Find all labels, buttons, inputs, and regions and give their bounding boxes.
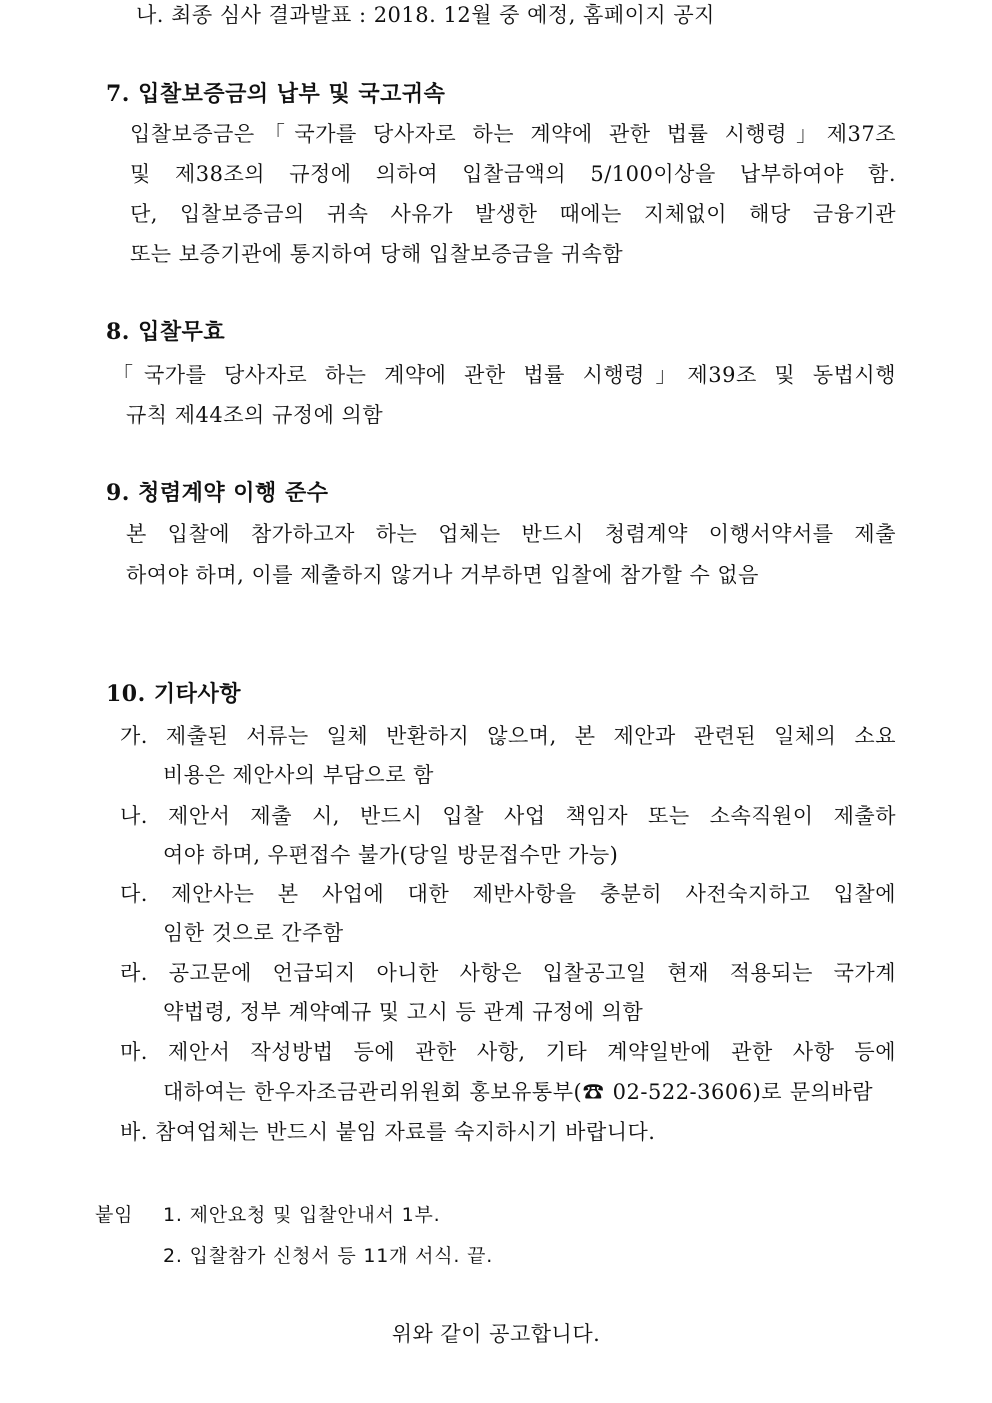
attachments-label: 붙임: [95, 1204, 134, 1226]
section-10-item-na-line-1: 나. 제안서 제출 시, 반드시 입찰 사업 책임자 또는 소속직원이 제출하: [120, 804, 896, 828]
section-10-item-ga-line-1: 가. 제출된 서류는 일체 반환하지 않으며, 본 제안과 관련된 일체의 소요: [120, 724, 896, 748]
section-8-line-1: 「국가를 당사자로 하는 계약에 관한 법률 시행령」제39조 및 동법시행: [112, 363, 896, 387]
section-7-line-4: 또는 보증기관에 통지하여 당해 입찰보증금을 귀속함: [130, 242, 624, 266]
attachment-item-2: 2. 입찰참가 신청서 등 11개 서식. 끝.: [163, 1245, 494, 1267]
result-announcement-line: 나. 최종 심사 결과발표 : 2018. 12월 중 예정, 홈페이지 공지: [136, 3, 715, 27]
section-9-line-1: 본 입찰에 참가하고자 하는 업체는 반드시 청렴계약 이행서약서를 제출: [126, 522, 896, 546]
section-9-line-2: 하여야 하며, 이를 제출하지 않거나 거부하면 입찰에 참가할 수 없음: [126, 563, 759, 587]
closing-statement: 위와 같이 공고합니다.: [391, 1322, 601, 1346]
section-10-item-ra-line-2: 약법령, 정부 계약예규 및 고시 등 관계 규정에 의함: [163, 1000, 644, 1024]
section-7-line-1: 입찰보증금은「국가를 당사자로 하는 계약에 관한 법률 시행령」제37조: [130, 122, 896, 146]
section-9-title: 9. 청렴계약 이행 준수: [106, 480, 329, 506]
section-7-line-2: 및 제38조의 규정에 의하여 입찰금액의 5/100이상을 납부하여야 함.: [130, 162, 896, 186]
section-10-item-da-line-2: 임한 것으로 간주함: [163, 921, 344, 945]
section-10-item-na-line-2: 여야 하며, 우편접수 불가(당일 방문접수만 가능): [163, 843, 619, 867]
section-10-item-da-line-1: 다. 제안사는 본 사업에 대한 제반사항을 충분히 사전숙지하고 입찰에: [120, 882, 896, 906]
attachment-item-1: 1. 제안요청 및 입찰안내서 1부.: [163, 1204, 441, 1226]
section-10-item-ga-line-2: 비용은 제안사의 부담으로 함: [163, 763, 434, 787]
section-8-title: 8. 입찰무효: [106, 319, 226, 345]
section-10-item-ma-line-2: 대하여는 한우자조금관리위원회 홍보유통부(☎ 02-522-3606)로 문의바람: [163, 1080, 873, 1104]
section-7-title: 7. 입찰보증금의 납부 및 국고귀속: [106, 81, 446, 107]
section-10-title: 10. 기타사항: [106, 681, 241, 707]
section-10-item-ba-line-1: 바. 참여업체는 반드시 붙임 자료를 숙지하시기 바랍니다.: [120, 1120, 656, 1144]
section-7-line-3: 단, 입찰보증금의 귀속 사유가 발생한 때에는 지체없이 해당 금융기관: [130, 202, 896, 226]
section-10-item-ma-line-1: 마. 제안서 작성방법 등에 관한 사항, 기타 계약일반에 관한 사항 등에: [120, 1040, 896, 1064]
section-8-line-2: 규칙 제44조의 규정에 의함: [126, 403, 384, 427]
section-10-item-ra-line-1: 라. 공고문에 언급되지 아니한 사항은 입찰공고일 현재 적용되는 국가계: [120, 961, 896, 985]
